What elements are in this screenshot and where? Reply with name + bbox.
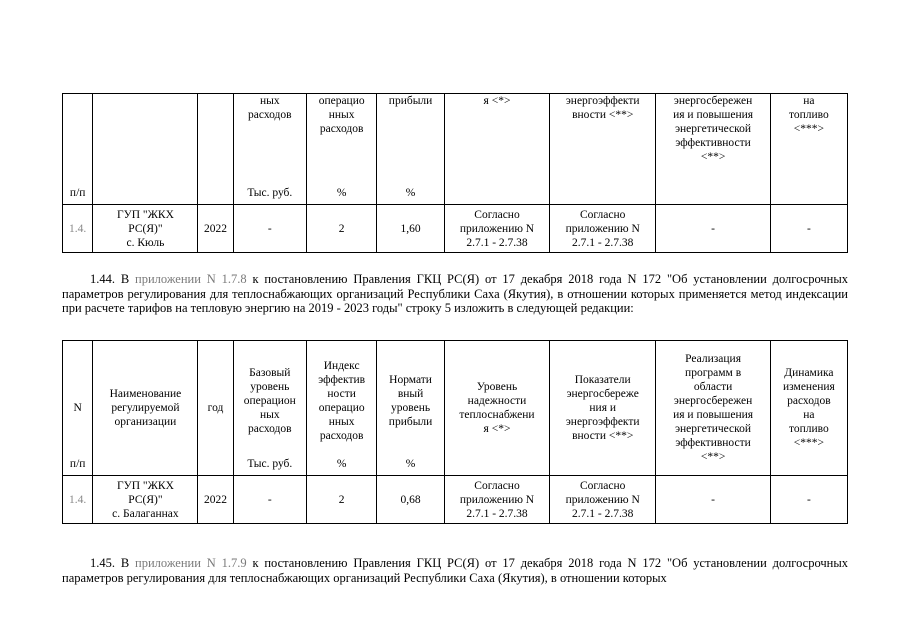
t2-c3: - [233, 476, 307, 524]
table2-header-row [63, 341, 848, 476]
paragraph-1-44 [62, 272, 848, 316]
t1-h4: операцио нных расходов % [307, 94, 377, 205]
t1-h3: ных расходов Тыс. руб. [233, 94, 307, 205]
t2-h2: год [198, 341, 233, 476]
t2-c9: - [770, 476, 847, 524]
t2-h0: N п/п [63, 341, 93, 476]
t1-h0: п/п [63, 94, 93, 205]
t2-h7: Показатели энергосбереже ния и энергоэффекти вности <**> [550, 341, 656, 476]
para1-text: к постановлению Правления ГКЦ РС(Я) от 17 декабря 2018 года N 172 "Об установлении долгосрочных параметров регулирования для теплоснабжающих организаций Республики Саха (Якутия), в отношении которых применяется метод индексации при расчете тарифов на тепловую энергию на 2019 - 2023 годы" строку 5 изложить в следующей редакции: [62, 272, 849, 315]
t2-h8: Реализация программ в области энергосбережен ия и повышения энергетической эффективности <**> [656, 341, 770, 476]
table2-data-row [63, 476, 848, 524]
t2-c6: Согласно приложению N 2.7.1 - 2.7.38 [444, 476, 549, 524]
t2-h4: Индекс эффектив ности операцио нных расходов % [307, 341, 377, 476]
para1-link[interactable]: приложении N 1.7.8 [135, 272, 247, 286]
t1-c3: - [233, 205, 307, 253]
t1-h7: энергоэффекти вности <**> [550, 94, 656, 205]
t1-c2: 2022 [198, 205, 233, 253]
t1-h9: на топливо <***> [770, 94, 847, 205]
t1-c4: 2 [307, 205, 377, 253]
t1-c5: 1,60 [377, 205, 445, 253]
tariff-table-2 [62, 340, 848, 524]
t2-c5: 0,68 [377, 476, 445, 524]
t2-c8: - [656, 476, 770, 524]
t1-c0: 1.4. [63, 205, 93, 253]
t2-c7: Согласно приложению N 2.7.1 - 2.7.38 [550, 476, 656, 524]
table1-header-row [63, 94, 848, 205]
para1-prefix: 1.44. В [90, 272, 136, 286]
t2-c1: ГУП "ЖКХ РС(Я)" с. Балаганнах [93, 476, 198, 524]
t2-h9: Динамика изменения расходов на топливо <***> [770, 341, 847, 476]
t1-c7: Согласно приложению N 2.7.1 - 2.7.38 [550, 205, 656, 253]
t2-c0: 1.4. [63, 476, 93, 524]
para2-text: к постановлению Правления ГКЦ РС(Я) от 17 декабря 2018 года N 172 "Об установлении долгосрочных параметров регулирования для теплоснабжающих организаций Республики Саха (Якутия), в отношении которых [62, 556, 849, 585]
t1-h1 [93, 94, 198, 205]
t1-h8: энергосбережен ия и повышения энергетической эффективности <**> [656, 94, 770, 205]
t2-h3: Базовый уровень операцион ных расходов Тыс. руб. [233, 341, 307, 476]
t1-c8: - [656, 205, 770, 253]
t2-h5: Нормати вный уровень прибыли % [377, 341, 445, 476]
t1-h5: прибыли % [377, 94, 445, 205]
t1-c6: Согласно приложению N 2.7.1 - 2.7.38 [444, 205, 549, 253]
para2-prefix: 1.45. В [90, 556, 136, 570]
tariff-table-1 [62, 93, 848, 253]
t1-h2 [198, 94, 233, 205]
t1-c9: - [770, 205, 847, 253]
para2-link[interactable]: приложении N 1.7.9 [135, 556, 247, 570]
t2-h1: Наименование регулируемой организации [93, 341, 198, 476]
t1-c1: ГУП "ЖКХ РС(Я)" с. Кюль [93, 205, 198, 253]
t1-h6: я <*> [444, 94, 549, 205]
paragraph-1-45 [62, 556, 848, 585]
table1-data-row [63, 205, 848, 253]
t2-c2: 2022 [198, 476, 233, 524]
t2-h6: Уровень надежности теплоснабжени я <*> [444, 341, 549, 476]
t2-c4: 2 [307, 476, 377, 524]
